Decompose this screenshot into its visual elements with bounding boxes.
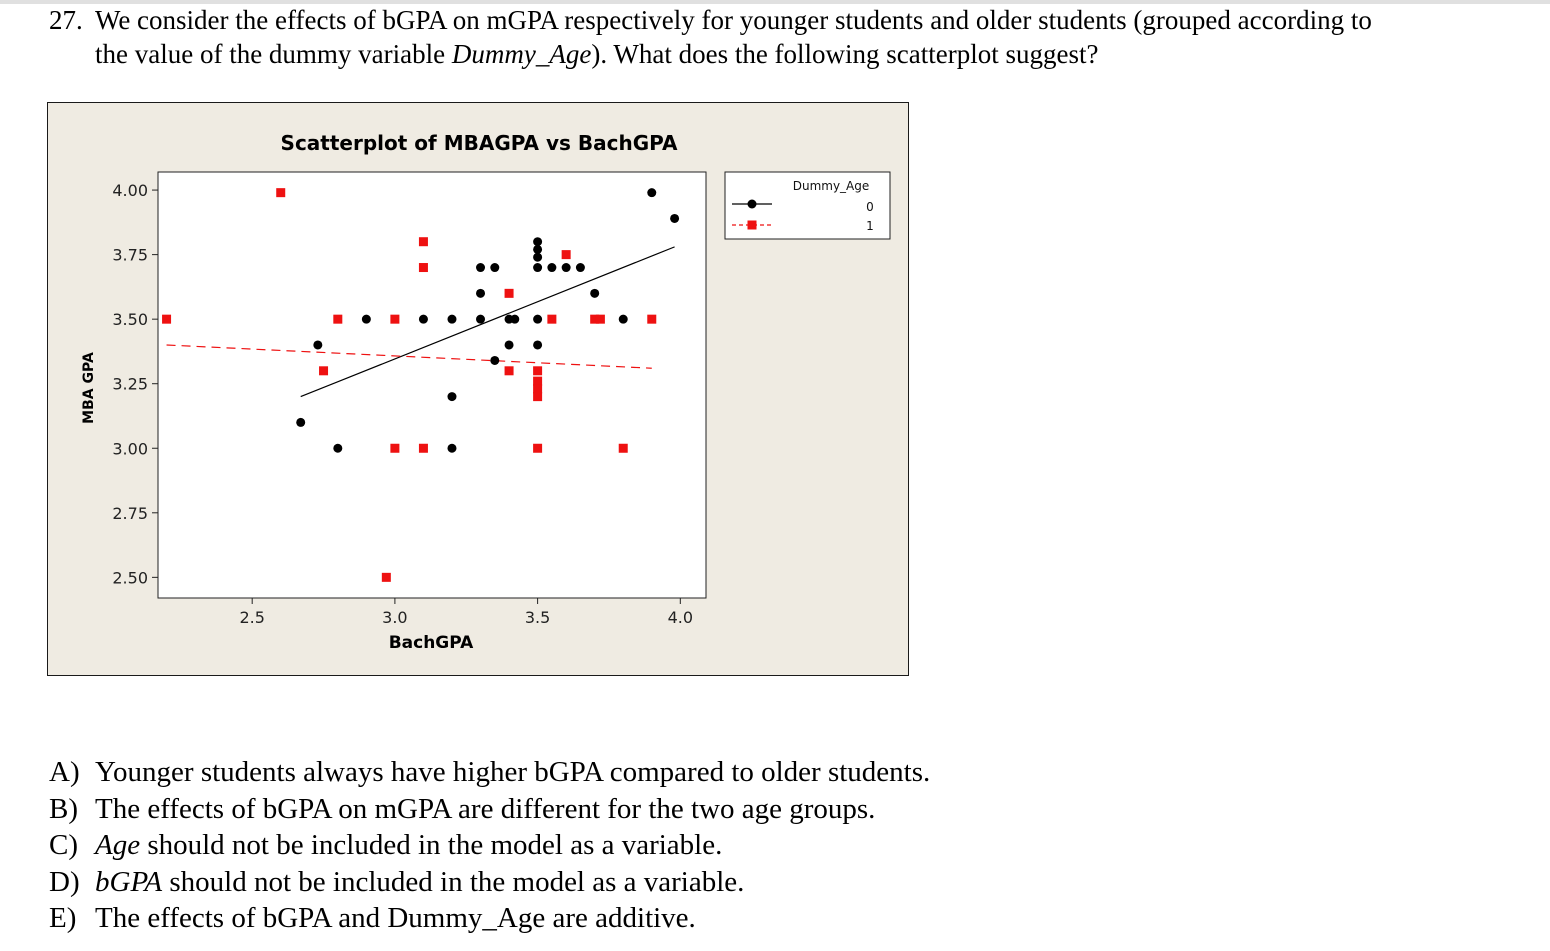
data-point-series-0 bbox=[476, 289, 485, 298]
data-point-series-0 bbox=[619, 315, 628, 324]
scatterplot-figure bbox=[47, 102, 909, 676]
data-point-series-1 bbox=[547, 315, 556, 324]
question-line-1: We consider the effects of bGPA on mGPA respectively for younger students and older students (grouped according to bbox=[95, 5, 1372, 35]
data-point-series-0 bbox=[533, 253, 542, 262]
answer-text: The effects of bGPA on mGPA are different for the two age groups. bbox=[95, 792, 876, 825]
data-point-series-0 bbox=[576, 263, 585, 272]
plot-area bbox=[158, 172, 706, 598]
x-tick-label: 3.5 bbox=[524, 608, 551, 627]
y-tick-label: 3.50 bbox=[112, 310, 148, 330]
x-tick-label: 2.5 bbox=[239, 608, 265, 627]
data-point-series-0 bbox=[505, 340, 514, 349]
data-point-series-1 bbox=[533, 392, 542, 401]
data-point-series-1 bbox=[505, 366, 514, 375]
y-tick-label: 2.50 bbox=[112, 568, 148, 588]
data-point-series-0 bbox=[447, 315, 456, 324]
legend bbox=[725, 172, 890, 239]
data-point-series-1 bbox=[319, 366, 328, 375]
data-point-series-1 bbox=[333, 315, 342, 324]
data-point-series-1 bbox=[419, 444, 428, 453]
data-point-series-0 bbox=[419, 315, 428, 324]
answer-text: The effects of bGPA and Dummy_Age are additive. bbox=[95, 902, 696, 934]
data-point-series-0 bbox=[670, 214, 679, 223]
legend-marker-1 bbox=[748, 221, 757, 230]
data-point-series-0 bbox=[447, 444, 456, 453]
answer-italic-term: bGPA bbox=[95, 865, 163, 898]
data-point-series-1 bbox=[647, 315, 656, 324]
answer-option-e[interactable] bbox=[49, 900, 930, 937]
data-point-series-0 bbox=[533, 237, 542, 246]
question-number: 27. bbox=[49, 5, 83, 35]
data-point-series-0 bbox=[333, 444, 342, 453]
data-point-series-0 bbox=[510, 315, 519, 324]
data-point-series-1 bbox=[390, 315, 399, 324]
legend-title: Dummy_Age bbox=[792, 179, 870, 193]
legend-marker-0 bbox=[748, 200, 757, 209]
data-point-series-0 bbox=[562, 263, 571, 272]
data-point-series-0 bbox=[490, 263, 499, 272]
data-point-series-0 bbox=[362, 315, 371, 324]
data-point-series-0 bbox=[296, 418, 305, 427]
data-point-series-1 bbox=[390, 444, 399, 453]
data-point-series-1 bbox=[382, 573, 391, 582]
y-tick-label: 4.00 bbox=[112, 181, 148, 201]
answer-options bbox=[49, 754, 930, 937]
data-point-series-1 bbox=[596, 315, 605, 324]
legend-label-1: 1 bbox=[866, 219, 874, 233]
data-point-series-0 bbox=[647, 188, 656, 197]
y-tick-label: 3.75 bbox=[112, 245, 148, 265]
data-point-series-0 bbox=[313, 340, 322, 349]
x-tick-label: 4.0 bbox=[667, 608, 694, 627]
data-point-series-0 bbox=[533, 245, 542, 254]
answer-option-c[interactable] bbox=[49, 827, 930, 864]
data-point-series-1 bbox=[419, 237, 428, 246]
answer-letter: B) bbox=[49, 792, 78, 825]
data-point-series-0 bbox=[533, 315, 542, 324]
data-point-series-1 bbox=[419, 263, 428, 272]
x-axis-label: BachGPA bbox=[388, 633, 474, 653]
data-point-series-0 bbox=[533, 340, 542, 349]
question-line-2-start: the value of the dummy variable bbox=[95, 39, 452, 69]
question-line-2 bbox=[95, 37, 1099, 71]
answer-option-a[interactable] bbox=[49, 754, 930, 791]
data-point-series-1 bbox=[533, 377, 542, 386]
answer-letter: C) bbox=[49, 829, 78, 861]
data-point-series-1 bbox=[533, 366, 542, 375]
x-axis bbox=[239, 598, 693, 627]
y-axis-label: MBA GPA bbox=[81, 352, 97, 424]
answer-letter: E) bbox=[49, 902, 77, 934]
data-point-series-1 bbox=[505, 289, 514, 298]
answer-text: should not be included in the model as a variable. bbox=[140, 829, 723, 861]
data-point-series-0 bbox=[490, 356, 499, 365]
data-point-series-0 bbox=[547, 263, 556, 272]
data-point-series-1 bbox=[162, 315, 171, 324]
y-tick-label: 3.00 bbox=[112, 439, 148, 459]
data-point-series-1 bbox=[533, 384, 542, 393]
data-point-series-1 bbox=[562, 250, 571, 259]
question-dummy-variable: Dummy_Age bbox=[451, 39, 592, 69]
question-line-2-end: ). What does the following scatterplot suggest? bbox=[591, 39, 1099, 69]
data-point-series-0 bbox=[533, 263, 542, 272]
answer-text: Younger students always have higher bGPA compared to older students. bbox=[95, 756, 931, 788]
answer-text: should not be included in the model as a variable. bbox=[162, 865, 745, 898]
data-point-series-0 bbox=[476, 263, 485, 272]
x-tick-label: 3.0 bbox=[382, 608, 408, 627]
chart-title: Scatterplot of MBAGPA vs BachGPA bbox=[280, 131, 678, 155]
data-point-series-1 bbox=[276, 188, 285, 197]
scatterplot-chart bbox=[48, 103, 910, 677]
data-point-series-0 bbox=[476, 315, 485, 324]
legend-label-0: 0 bbox=[866, 200, 874, 214]
data-point-series-0 bbox=[590, 289, 599, 298]
answer-option-d[interactable] bbox=[49, 864, 930, 901]
answer-italic-term: Age bbox=[95, 829, 141, 861]
y-tick-label: 2.75 bbox=[112, 503, 148, 523]
data-point-series-1 bbox=[533, 444, 542, 453]
answer-letter: A) bbox=[49, 756, 80, 788]
y-tick-label: 3.25 bbox=[112, 374, 148, 394]
y-axis bbox=[112, 181, 158, 587]
answer-letter: D) bbox=[49, 865, 80, 898]
data-point-series-0 bbox=[447, 392, 456, 401]
answer-option-b[interactable] bbox=[49, 791, 930, 828]
data-point-series-1 bbox=[619, 444, 628, 453]
